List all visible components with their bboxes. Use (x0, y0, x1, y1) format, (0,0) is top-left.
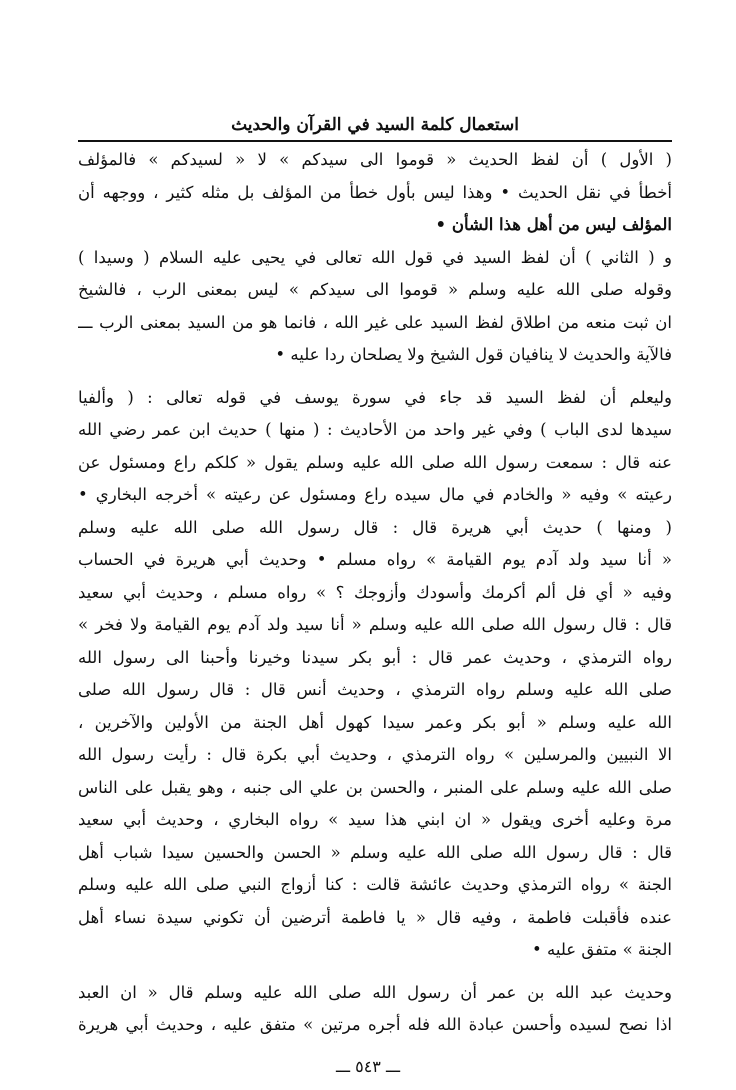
text-line: قال : قال رسول الله صلى الله عليه وسلم « الحسن والحسين سيدا شباب أهل (78, 842, 672, 862)
text-line: « أنا سيد ولد آدم يوم القيامة » رواه مسلم • وحديث أبي هريرة في الحساب (78, 550, 672, 569)
text-line: صلى الله عليه وسلم على المنبر ، والحسن بن علي الى جنبه ، وهو يقبل على الناس (78, 777, 672, 797)
text-line: ( الأول ) أن لفظ الحديث « قوموا الى سيدكم » لا « لسيدكم » فالمؤلف (78, 150, 672, 169)
running-header-title: استعمال كلمة السيد في القرآن والحديث (231, 115, 519, 135)
body-text (78, 144, 672, 1042)
text-line: ( ومنها ) حديث أبي هريرة قال : قال رسول الله صلى الله عليه وسلم (78, 517, 672, 537)
text-line: قال : قال رسول الله صلى الله عليه وسلم « أنا سيد ولد آدم يوم القيامة ولا فخر » (78, 615, 672, 634)
page-number: ـــ ٥٤٣ ـــ (335, 1057, 401, 1076)
paragraph-final (78, 977, 672, 1042)
paragraph-first-point (78, 144, 672, 242)
paragraph-hadith-list (78, 382, 672, 967)
text-line: رعيته » وفيه « والخادم في مال سيده راع ومسئول عن رعيته » أخرجه البخاري • (78, 485, 672, 504)
text-line: عنه قال : سمعت رسول الله صلى الله عليه وسلم يقول « كلكم راع ومسئول عن (78, 452, 672, 472)
text-line: الجنة » رواه الترمذي وحديث عائشة قالت : كنا أزواج النبي صلى الله عليه وسلم (78, 875, 672, 894)
text-line: وليعلم أن لفظ السيد قد جاء في سورة يوسف في قوله تعالى : ( وألفيا (78, 387, 672, 407)
text-line: المؤلف ليس من أهل هذا الشأن • (435, 215, 672, 234)
text-line: ان ثبت منعه من اطلاق لفظ السيد على غير الله ، فانما هو من السيد بمعنى الرب ـــ (78, 312, 672, 332)
paragraph-gap (78, 372, 672, 382)
text-line: وفيه « أي فل ألم أكرمك وأسودك وأزوجك ؟ » رواه مسلم ، وحديث أبي سعيد (78, 582, 672, 602)
text-line: وقوله صلى الله عليه وسلم « قوموا الى سيدكم » ليس بمعنى الرب ، فالشيخ (78, 280, 672, 299)
paragraph-gap (78, 967, 672, 977)
text-line: الله عليه وسلم « أبو بكر وعمر سيدا كهول أهل الجنة من الأولين والآخرين ، (78, 712, 672, 732)
text-line: سيدها لدى الباب ) وفي غير واحد من الأحاديث : ( منها ) حديث ابن عمر رضي الله (78, 420, 672, 439)
text-line: الجنة » متفق عليه • (532, 940, 672, 959)
text-line: فالآية والحديث لا ينافيان قول الشيخ ولا يصلحان ردا عليه • (275, 345, 672, 364)
text-line: أخطأ في نقل الحديث • وهذا ليس بأول خطأ من المؤلف بل مثله كثير ، ووجهه أن (78, 182, 672, 202)
text-line: و ( الثاني ) أن لفظ السيد في قول الله تعالى في يحيى عليه السلام ( وسيدا ) (78, 247, 672, 267)
text-line: رواه الترمذي ، وحديث عمر قال : أبو بكر سيدنا وخيرنا وأحبنا الى رسول الله (78, 647, 672, 667)
text-line: صلى الله عليه وسلم رواه الترمذي ، وحديث أنس قال : قال رسول الله صلى (78, 680, 672, 699)
text-line: وحديث عبد الله بن عمر أن رسول الله صلى الله عليه وسلم قال « ان العبد (78, 982, 672, 1002)
text-line: مرة وعليه أخرى ويقول « ان ابني هذا سيد » رواه البخاري ، وحديث أبي سعيد (78, 810, 672, 829)
paragraph-second-point (78, 242, 672, 372)
text-line: اذا نصح لسيده وأحسن عبادة الله فله أجره مرتين » متفق عليه ، وحديث أبي هريرة (78, 1015, 672, 1034)
header-rule (78, 140, 672, 142)
text-line: الا النبيين والمرسلين » رواه الترمذي ، وحديث أبي بكرة قال : رأيت رسول الله (78, 745, 672, 764)
text-line: عنده فأقبلت فاطمة ، وفيه قال « يا فاطمة أترضين أن تكوني سيدة نساء أهل (78, 907, 672, 927)
